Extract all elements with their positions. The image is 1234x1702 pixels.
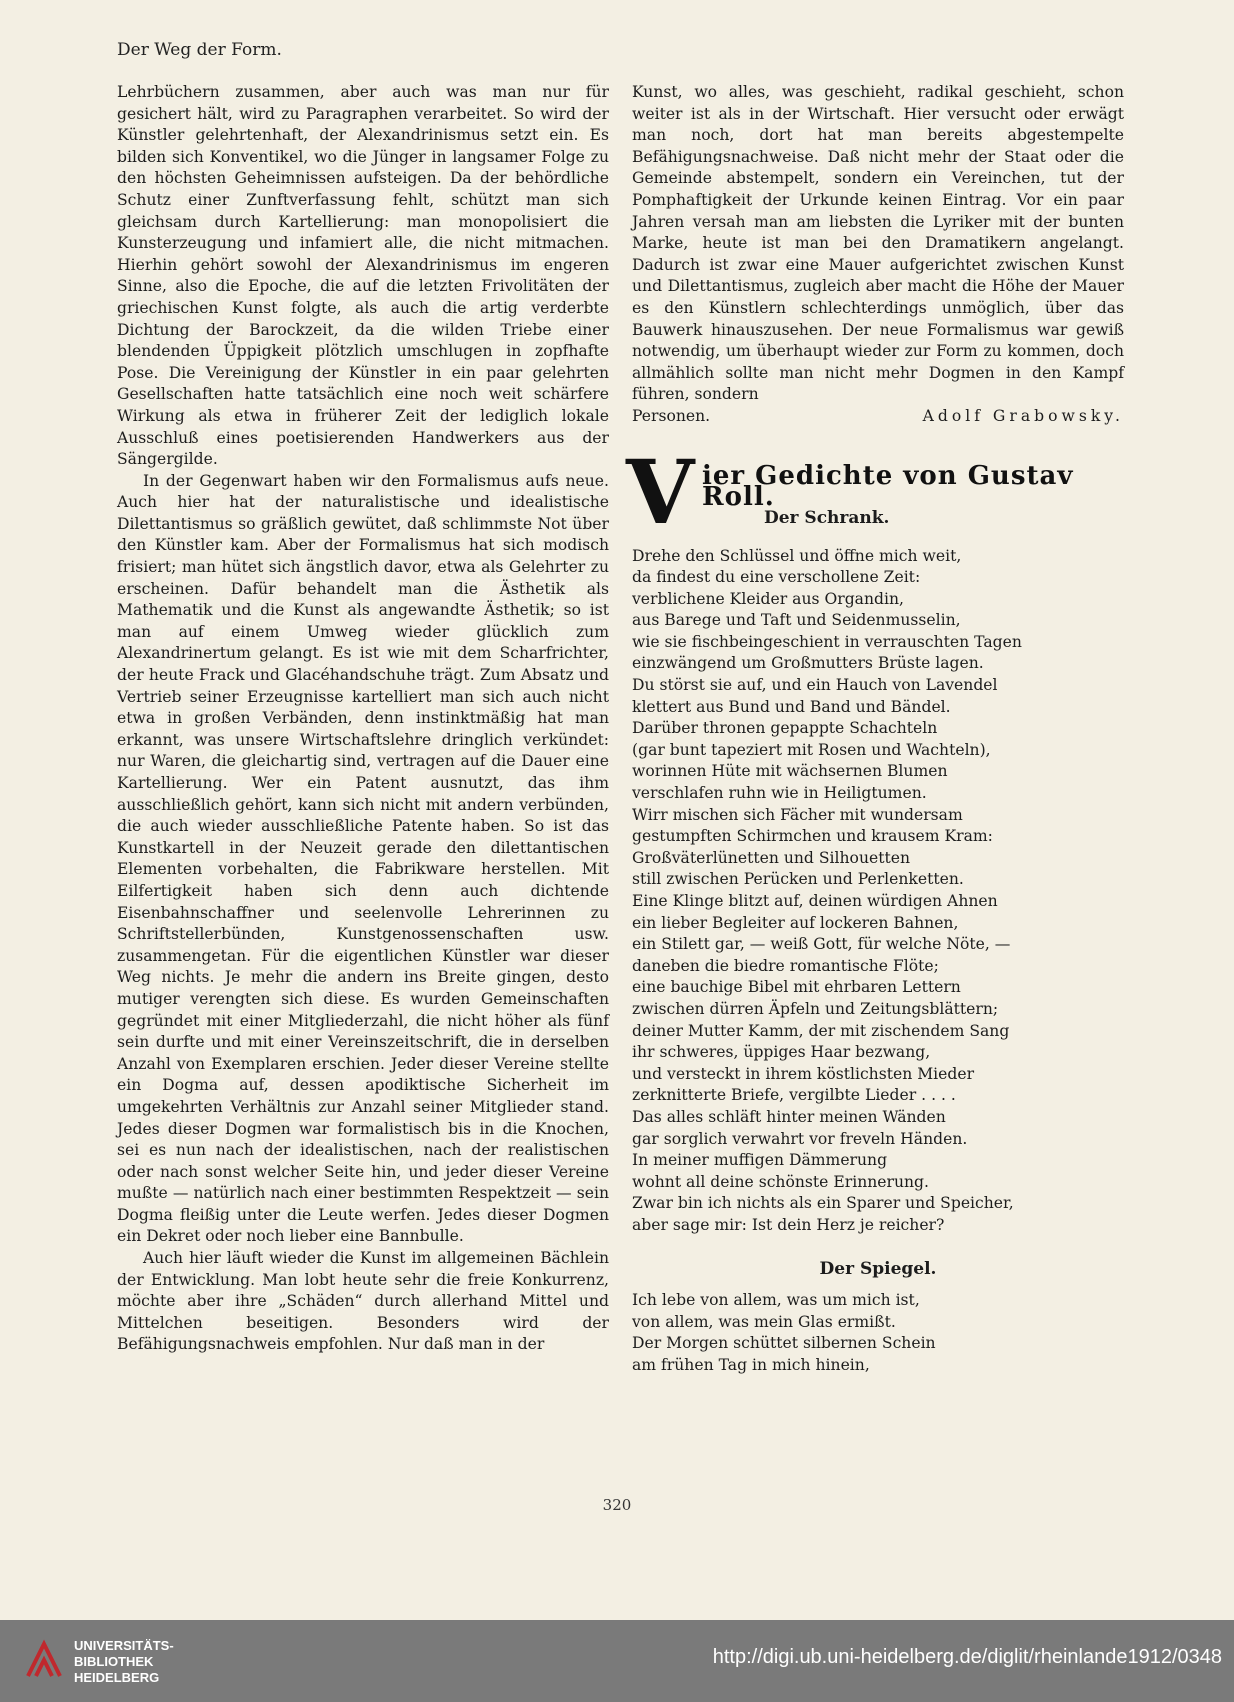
left-paragraph-1: Lehrbüchern zusammen, aber auch was man nur für gesichert hält, wird zu Paragraphen verarbeitet. So wird der Künstler gelehrtenhaft, der Alexandrinismus setzt ein. Es bilden sich Konventikel, wo die Jünger in langsamer Folge zu den höchsten Geheimnissen aufsteigen. Da der behördliche Schutz einer Zunftverfassung fehlt, schützt man sich gleichsam durch Kartellierung: man monopolisiert die Kunsterzeugung und infamiert alle, die nicht mitmachen. Hierhin gehört sowohl der Alexandrinismus im engeren Sinne, also die Epoche, die auf die letzten Frivolitäten der griechischen Kunst folgte, als auch die artig verderbte Dichtung der Barockzeit, da die wilden Triebe einer blendenden Üppigkeit plötzlich umschlugen in zopfhafte Pose. Die Vereinigung der Künstler in ein paar gelehrten Gesellschaften hatte tatsächlich eine noch weit schärfere Wirkung als etwa in früherer Zeit der lediglich lokale Ausschluß eines poetisierenden Handwerkers aus der Sängergilde.: [117, 83, 609, 469]
poem-line: gar sorglich verwahrt vor freveln Händen.: [632, 1129, 968, 1148]
poem-line: zerknitterte Briefe, vergilbte Lieder . . . .: [632, 1086, 956, 1105]
library-line-3: HEIDELBERG: [74, 1670, 160, 1685]
poem-line: Großväterlünetten und Silhouetten: [632, 848, 911, 867]
footer-bar: [0, 1620, 1234, 1702]
poem-line: ein Stilett gar, — weiß Gott, für welche Nöte, —: [632, 935, 1011, 954]
running-header: Der Weg der Form.: [117, 40, 282, 60]
poem-line: daneben die biedre romantische Flöte;: [632, 956, 939, 975]
poem-line: Zwar bin ich nichts als ein Sparer und Speicher,: [632, 1194, 1014, 1213]
poem-line: worinnen Hüte mit wächsernen Blumen: [632, 762, 948, 781]
poem-line: Das alles schläft hinter meinen Wänden: [632, 1107, 946, 1126]
source-url-link[interactable]: http://digi.ub.uni-heidelberg.de/diglit/rheinlande1912/0348: [712, 1646, 1222, 1668]
poem-line: In meiner muffigen Dämmerung: [632, 1151, 888, 1170]
poem-line: eine bauchige Bibel mit ehrbaren Lettern: [632, 978, 961, 997]
poem-2: [632, 1290, 1124, 1376]
last-word: Personen.: [632, 406, 711, 425]
poem-line: Drehe den Schlüssel und öffne mich weit,: [632, 546, 962, 565]
library-line-1: UNIVERSITÄTS-: [74, 1638, 174, 1653]
section-title: [626, 439, 1124, 546]
poem-line: Eine Klinge blitzt auf, deinen würdigen Ahnen: [632, 892, 998, 910]
poem-1-title: Der Schrank.: [764, 507, 890, 528]
left-column: [117, 82, 609, 1356]
poem-line: und versteckt in ihrem köstlichsten Mieder: [632, 1064, 975, 1083]
poem-line: wie sie fischbeingeschient in verrauschten Tagen: [632, 632, 1022, 651]
poem-line: still zwischen Perücken und Perlenketten.: [632, 870, 964, 889]
library-name: [74, 1638, 174, 1686]
poem-line: Ich lebe von allem, was um mich ist,: [632, 1291, 920, 1310]
poem-line: Du störst sie auf, und ein Hauch von Lavendel: [632, 676, 998, 695]
poem-line: klettert aus Bund und Band und Bändel.: [632, 697, 951, 716]
poem-line: deiner Mutter Kamm, der mit zischendem Sang: [632, 1021, 1010, 1040]
poem-line: Darüber thronen gepappte Schachteln: [632, 719, 938, 738]
poem-line: verschlafen ruhn wie in Heiligtumen.: [632, 784, 927, 803]
signature-line: [632, 406, 1124, 428]
poem-line: verblichene Kleider aus Organdin,: [632, 589, 904, 608]
poem-line: am frühen Tag in mich hinein,: [632, 1355, 870, 1374]
poem-line: wohnt all deine schönste Erinnerung.: [632, 1172, 929, 1191]
poem-line: zwischen dürren Äpfeln und Zeitungsblättern;: [632, 999, 999, 1018]
page-number: 320: [602, 1496, 632, 1514]
author-signature: Adolf Grabowsky.: [922, 406, 1124, 425]
poem-line: aber sage mir: Ist dein Herz je reicher?: [632, 1215, 945, 1234]
poem-line: aus Barege und Taft und Seidenmusselin,: [632, 611, 961, 630]
poem-line: Der Morgen schüttet silbernen Schein: [632, 1334, 936, 1353]
poem-1: [632, 546, 1124, 1237]
poem-line: gestumpften Schirmchen und krausem Kram:: [632, 827, 993, 846]
title-dropcap: V: [626, 439, 695, 544]
poem-line: da findest du eine verschollene Zeit:: [632, 568, 921, 587]
poem-line: Wirr mischen sich Fächer mit wundersam: [632, 805, 963, 824]
left-paragraph-3: Auch hier läuft wieder die Kunst im allgemeinen Bächlein der Entwicklung. Man lobt heute sehr die freie Konkurrenz, möchte aber ihre „Schäden“ durch allerhand Mittel und Mittelchen beseitigen. Besonders wird der Befähigungsnachweis empfohlen. Nur daß man in der: [117, 1249, 609, 1354]
poem-2-title: Der Spiegel.: [819, 1258, 937, 1279]
poem-line: von allem, was mein Glas ermißt.: [632, 1312, 896, 1331]
library-line-2: BIBLIOTHEK: [74, 1654, 154, 1669]
title-text: ier Gedichte von Gustav Roll.: [702, 460, 1074, 513]
poem-line: ein lieber Begleiter auf lockeren Bahnen,: [632, 913, 959, 932]
poem-line: ihr schweres, üppiges Haar bezwang,: [632, 1043, 931, 1062]
poem-line: (gar bunt tapeziert mit Rosen und Wachteln),: [632, 740, 991, 759]
right-column: [626, 82, 1124, 1376]
library-logo-icon: [24, 1636, 68, 1680]
left-paragraph-2: In der Gegenwart haben wir den Formalismus aufs neue. Auch hier hat der naturalistische und idealistische Dilettantismus so gräßlich gewütet, daß schlimmste Not über den Künstler kam. Aber der Formalismus hat sich modisch frisiert; man hütet sich ängstlich davor, etwa als Gelehrter zu erscheinen. Dafür behandelt man die Ästhetik als Mathematik und die Kunst als angewandte Ästhetik; so ist man auf einem Umweg wieder glücklich zum Alexandrinertum gelangt. Es ist wie mit dem Scharfrichter, der heute Frack und Glacéhandschuhe trägt. Zum Absatz und Vertrieb seiner Erzeugnisse kartelliert man sich auch nicht etwa in großen Verbänden, denn instinktmäßig hat man erkannt, was unsere Wirtschaftslehre dringlich verkündet: nur Waren, die gleichartig sind, vertragen auf die Dauer eine Kartellierung. Wer ein Patent ausnutzt, das ihm ausschließlich gehört, kann sich nicht mit andern verbünden, die auch wieder ausschließliche Patente haben. So ist das Kunstkartell in der Neuzeit gerade den dilettantischen Elementen vorbehalten, die Fabrikware herstellen. Mit Eilfertigkeit haben sich denn auch dichtende Eisenbahnschaffner und seelenvolle Lehrerinnen zu Schriftstellerbünden, Kunstgenossenschaften usw. zusammengetan. Für die eigentlichen Künstler war dieser Weg nichts. Je mehr die andern ins Breite gingen, desto mutiger verengten sich diese. Es wurden Gemeinschaften gegründet mit einer Mitgliederzahl, die nicht höher als fünf sein durfte und mit einer Vereinszeitschrift, die in derselben Anzahl von Exemplaren erschien. Jeder dieser Vereine stellte ein Dogma auf, dessen apodiktische Sicherheit im umgekehrten Verhältnis zur Anzahl seiner Mitglieder stand. Jedes dieser Dogmen war formalistisch bis in die Knochen, sei es nun nach der idealistischen, nach der realistischen oder nach sonst welcher Seite hin, und jeder dieser Vereine mußte — natürlich nach einer bestimmten Respektzeit — sein Dogma fleißig unter die Leute werfen. Jedes dieser Dogmen ein Dekret oder noch lieber eine Bannbulle.: [117, 471, 609, 1246]
poem-line: einzwängend um Großmutters Brüste lagen.: [632, 654, 984, 673]
right-paragraph: Kunst, wo alles, was geschieht, radikal geschieht, schon weiter ist als in der Wirtschaft. Hier versucht oder erwägt man noch, dort hat man bereits abgestempelte Befähigungsnachweise. Daß nicht mehr der Staat oder die Gemeinde abstempelt, sondern ein Vereinchen, tut der Pomphaftigkeit der Urkunde keinen Eintrag. Vor ein paar Jahren versah man am liebsten die Lyriker mit der bunten Marke, heute ist man bei den Dramatikern angelangt. Dadurch ist zwar eine Mauer aufgerichtet zwischen Kunst und Dilettantismus, zugleich aber macht die Höhe der Mauer es den Künstlern schlechterdings unmöglich, über das Bauwerk hinauszusehen. Der neue Formalismus war gewiß notwendig, um überhaupt wieder zur Form zu kommen, doch allmählich sollte man nicht mehr Dogmen in den Kampf führen, sondern: [632, 83, 1124, 404]
